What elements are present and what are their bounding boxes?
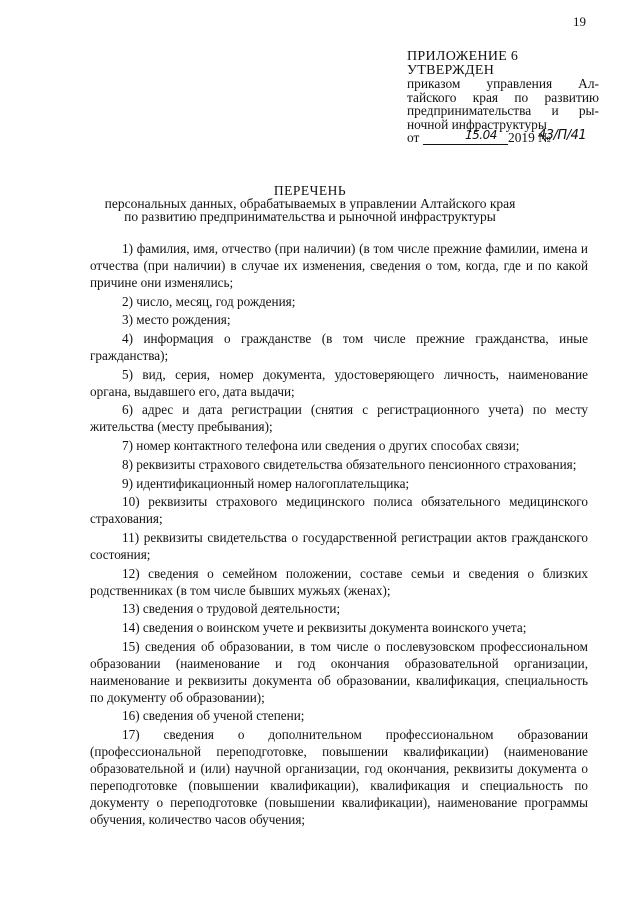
document-title: ПЕРЕЧЕНЬ xyxy=(273,183,347,198)
approval-line: тайского края по развитию xyxy=(407,89,599,105)
approval-line: приказом управления Ал- xyxy=(407,76,599,91)
order-date-line xyxy=(407,128,599,147)
document-subtitle: персональных данных, обрабатываемых в управлении Алтайского края xyxy=(104,196,516,211)
date-underline xyxy=(423,144,508,145)
list-item: 2) число, месяц, год рождения; xyxy=(122,293,296,309)
approval-block xyxy=(407,50,599,147)
list-item: 16) сведения об ученой степени; xyxy=(122,708,305,724)
date-prefix: от xyxy=(407,130,420,145)
approved-label: УТВЕРЖДЕН xyxy=(407,62,495,78)
document-subtitle: по развитию предпринимательства и рыночной инфраструктуры xyxy=(124,209,496,224)
list-item: 8) реквизиты страхового свидетельства обязательного пенсионного страхования; xyxy=(122,456,577,472)
list-item: 13) сведения о трудовой деятельности; xyxy=(122,601,341,617)
list-item: 14) сведения о воинском учете и реквизиты документа воинского учета; xyxy=(122,619,527,635)
order-year: 2019 № xyxy=(508,130,551,145)
approval-line: ночной инфраструктуры xyxy=(407,116,547,132)
list-item: 7) номер контактного телефона или сведения о других способах связи; xyxy=(122,438,520,454)
list-item: 11) реквизиты свидетельства о государственной регистрации актов гражданского состояния; xyxy=(90,529,588,562)
page-number: 19 xyxy=(573,14,586,29)
appendix-label: ПРИЛОЖЕНИЕ 6 xyxy=(407,49,519,64)
list-item: 15) сведения об образовании, в том числе о послевузовском профессиональном образовании (наименование и год окончания образовательной организации, наименование и реквизиты документа об образовании, квалификация, специальность по документу об образовании); xyxy=(90,638,588,705)
list-item: 9) идентификационный номер налогоплательщика; xyxy=(122,475,410,491)
handwritten-order-number: 43/П/41 xyxy=(538,128,587,143)
list-item: 3) место рождения; xyxy=(122,312,231,328)
approval-line: предпринимательства и ры- xyxy=(407,103,599,118)
handwritten-date: 15.04 xyxy=(465,128,497,142)
list-item: 1) фамилия, имя, отчество (при наличии) (в том числе прежние фамилии, имена и отчества (при наличии) в случае их изменения, сведения о том, когда, где и по какой причине они изменялись; xyxy=(90,241,588,290)
list-item: 4) информация о гражданстве (в том числе прежние гражданства, иные гражданства); xyxy=(90,331,588,364)
list-item: 10) реквизиты страхового медицинского полиса обязательного медицинского страхования; xyxy=(90,494,588,527)
document-heading xyxy=(100,184,520,223)
list-item: 12) сведения о семейном положении, составе семьи и сведения о близких родственниках (в том числе бывших мужьях (женах); xyxy=(90,565,588,598)
list-item: 17) сведения о дополнительном профессиональном образовании (профессиональной переподготовке, повышении квалификации) (наименование образовательной и (или) научной организации, год окончания, реквизиты документа о переподготовке (повышении квалификации), квалификация и специальность по документу о переподготовке (повышении квалификации), наименование программы обучения, количество часов обучения; xyxy=(90,727,588,827)
list-item: 5) вид, серия, номер документа, удостоверяющего личность, наименование органа, выдавшего его, дата выдачи; xyxy=(90,366,588,399)
personal-data-list xyxy=(90,240,588,828)
list-item: 6) адрес и дата регистрации (снятия с регистрационного учета) по месту жительства (месту пребывания); xyxy=(90,402,588,435)
